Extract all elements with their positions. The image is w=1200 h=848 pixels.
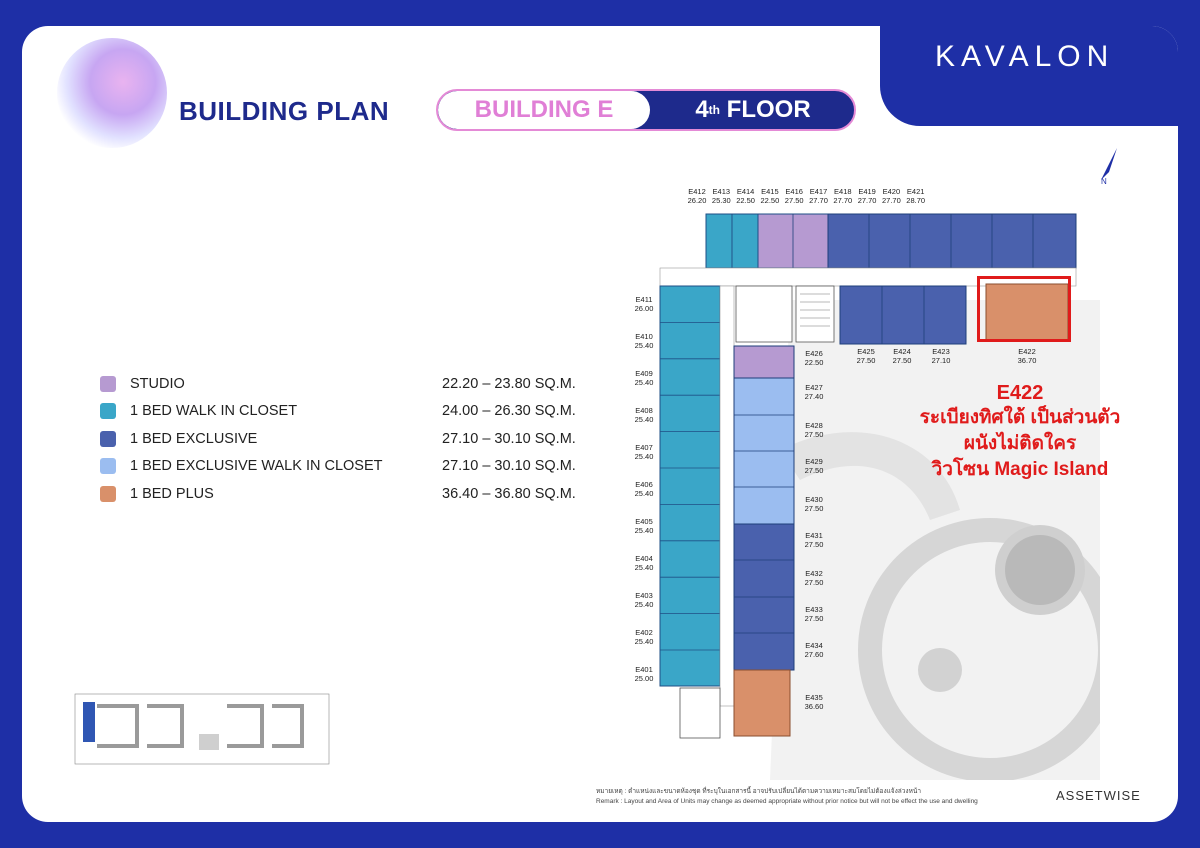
unit-id: E422 (1018, 347, 1036, 356)
unit-id: E435 (805, 693, 823, 702)
floor-suffix: th (708, 103, 720, 117)
bottom-stair-core (680, 688, 720, 738)
unit-area: 28.70 (906, 196, 926, 205)
unit-area: 36.60 (804, 702, 824, 711)
unit-area: 27.50 (784, 196, 804, 205)
unit-id: E431 (805, 531, 823, 540)
unit-label-e404 (635, 554, 654, 572)
unit-label-e406 (635, 480, 654, 498)
legend-label: 1 BED WALK IN CLOSET (130, 403, 298, 420)
unit-id: E403 (635, 591, 653, 600)
unit-id: E424 (893, 347, 911, 356)
legend-range: 22.20 – 23.80 SQ.M. (442, 375, 576, 392)
unit-area: 27.10 (931, 356, 951, 365)
unit-label-e416 (785, 187, 804, 205)
unit-id: E409 (635, 369, 653, 378)
unit-label-e409 (635, 369, 654, 387)
unit-label-e410 (635, 332, 654, 350)
unit-label-e432 (805, 569, 824, 587)
unit-area: 22.50 (736, 196, 755, 205)
unit-label-e427 (805, 383, 824, 401)
unit-id: E411 (635, 295, 653, 304)
unit-block-e423-e425 (840, 286, 966, 344)
unit-area: 26.20 (687, 196, 707, 205)
unit-area: 25.40 (634, 489, 654, 498)
unit-label-e411 (635, 295, 654, 313)
brand-logo: KAVALON (935, 40, 1115, 73)
unit-id: E417 (809, 187, 828, 196)
unit-id: E421 (906, 187, 925, 196)
unit-id: E418 (834, 187, 852, 196)
unit-label-e418 (833, 187, 852, 205)
unit-id: E408 (635, 406, 653, 415)
unit-id: E406 (635, 480, 653, 489)
legend-label: 1 BED EXCLUSIVE WALK IN CLOSET (130, 458, 383, 475)
legend-range: 36.40 – 36.80 SQ.M. (442, 485, 576, 502)
unit-id: E402 (635, 628, 653, 637)
callout-unit: E422 (996, 382, 1044, 404)
unit-label-e419 (858, 187, 877, 205)
legend-label: STUDIO (130, 375, 185, 392)
unit-id: E430 (805, 495, 823, 504)
unit-id: E426 (805, 349, 823, 358)
unit-area: 22.50 (804, 358, 824, 367)
callout-line-3: วิวโซน Magic Island (931, 459, 1109, 480)
unit-label-e431 (805, 531, 824, 549)
unit-label-e434 (805, 641, 824, 659)
e422-callout (870, 382, 1170, 483)
unit-area: 27.40 (804, 392, 824, 401)
unit-area: 22.50 (760, 196, 780, 205)
site-clubhouse (199, 734, 219, 750)
unit-label-e417 (809, 187, 828, 205)
unit-id: E412 (688, 187, 706, 196)
unit-area: 25.40 (634, 341, 654, 350)
unit-label-e420 (882, 187, 901, 205)
floor-word: FLOOR (726, 96, 811, 123)
unit-e435-shape (734, 670, 790, 736)
unit-area: 27.50 (804, 540, 824, 549)
floor-number: 4 (695, 96, 709, 123)
unit-column-e401-e411 (660, 286, 720, 686)
unit-label-e413 (712, 187, 731, 205)
unit-label-e430 (805, 495, 824, 513)
lift-core (796, 286, 834, 342)
unit-id: E401 (635, 665, 653, 674)
site-key-plan (67, 686, 337, 778)
legend-range: 27.10 – 30.10 SQ.M. (442, 458, 576, 475)
unit-id: E405 (635, 517, 653, 526)
unit-area: 27.50 (804, 466, 824, 475)
legend-row (100, 398, 612, 426)
unit-area: 27.70 (857, 196, 877, 205)
legend-label: 1 BED PLUS (130, 485, 214, 502)
legend-row (100, 453, 612, 481)
unit-label-e402 (635, 628, 654, 646)
unit-id: E433 (805, 605, 823, 614)
compass-letter: N (1101, 177, 1107, 186)
unit-label-e433 (805, 605, 824, 623)
legend-range: 24.00 – 26.30 SQ.M. (442, 403, 576, 420)
left-corridor (720, 286, 734, 706)
legend-label: 1 BED EXCLUSIVE (130, 430, 258, 447)
unit-type-legend (100, 370, 612, 508)
unit-id: E432 (805, 569, 823, 578)
legend-range: 27.10 – 30.10 SQ.M. (442, 430, 576, 447)
unit-label-e428 (805, 421, 824, 439)
legend-row (100, 480, 612, 508)
unit-id: E415 (761, 187, 779, 196)
unit-label-e415 (761, 187, 780, 205)
callout-line-1: ระเบียงทิศใต้ เป็นส่วนตัว (919, 407, 1121, 428)
unit-id: E407 (635, 443, 653, 452)
unit-id: E420 (882, 187, 901, 196)
unit-label-e429 (805, 457, 824, 475)
remark-english: Remark : Layout and Area of Units may change as deemed appropriate without prior notice but will not be effect the use and dwelling (596, 798, 978, 805)
e422-highlight-box (977, 276, 1071, 342)
unit-label-e425 (857, 347, 876, 365)
unit-area: 27.50 (804, 578, 824, 587)
unit-area: 27.50 (804, 504, 824, 513)
remark-thai: หมายเหตุ : ตำแหน่งและขนาดห้องชุด ที่ระบุในเอกสารนี้ อาจปรับเปลี่ยนได้ตามความเหมาะสมโดยไม่ต้องแจ้งล่วงหน้า (596, 788, 921, 795)
unit-block-e416-e421 (828, 214, 1076, 268)
unit-id: E429 (805, 457, 823, 466)
unit-area: 25.00 (634, 674, 654, 683)
garden-circle-inner (1005, 535, 1075, 605)
unit-area: 27.70 (882, 196, 901, 205)
unit-area: 27.60 (804, 650, 824, 659)
unit-area: 27.50 (804, 614, 824, 623)
unit-label-e412 (688, 187, 707, 205)
unit-area: 26.00 (634, 304, 654, 313)
page-title: BUILDING PLAN (179, 96, 390, 126)
unit-id: E428 (805, 421, 823, 430)
unit-area: 27.50 (804, 430, 824, 439)
unit-area: 27.50 (856, 356, 876, 365)
unit-id: E423 (932, 347, 950, 356)
unit-area: 27.70 (833, 196, 853, 205)
legend-row (100, 425, 612, 453)
unit-area: 25.40 (634, 526, 654, 535)
building-label: BUILDING E (438, 91, 650, 129)
unit-id: E416 (785, 187, 803, 196)
legend-swatch (100, 376, 116, 392)
site-building-e-highlight (83, 702, 95, 742)
unit-area: 25.40 (634, 378, 654, 387)
legend-swatch (100, 431, 116, 447)
unit-label-e407 (635, 443, 654, 461)
unit-area: 25.40 (634, 600, 654, 609)
unit-label-e424 (893, 347, 912, 365)
decorative-glow (57, 38, 167, 148)
unit-area: 25.40 (634, 452, 654, 461)
unit-label-e414 (736, 187, 755, 205)
unit-label-e421 (906, 187, 925, 205)
stair-core (736, 286, 792, 342)
unit-id: E434 (805, 641, 823, 650)
unit-e426-shape (734, 346, 794, 378)
unit-area: 25.40 (634, 637, 654, 646)
unit-label-e408 (635, 406, 654, 424)
unit-area: 25.40 (634, 563, 654, 572)
unit-id: E413 (712, 187, 731, 196)
island-circle (918, 648, 962, 692)
unit-label-e403 (635, 591, 654, 609)
unit-label-e435 (805, 693, 824, 711)
unit-id: E419 (858, 187, 876, 196)
unit-area: 27.70 (809, 196, 828, 205)
unit-area: 25.40 (634, 415, 654, 424)
unit-label-e401 (635, 665, 654, 683)
unit-label-e423 (932, 347, 951, 365)
unit-id: E427 (805, 383, 823, 392)
unit-id: E410 (635, 332, 653, 341)
legend-swatch (100, 486, 116, 502)
unit-id: E404 (635, 554, 653, 563)
unit-label-e422 (1018, 347, 1037, 365)
building-floor-pill (436, 89, 856, 131)
unit-id: E425 (857, 347, 875, 356)
floor-label (650, 91, 856, 129)
unit-label-e426 (805, 349, 824, 367)
unit-area: 25.30 (711, 196, 731, 205)
legend-row (100, 370, 612, 398)
assetwise-logo: ASSETWISE (1056, 788, 1141, 803)
unit-label-e405 (635, 517, 654, 535)
unit-area: 27.50 (892, 356, 912, 365)
unit-id: E414 (736, 187, 755, 196)
legend-swatch (100, 403, 116, 419)
unit-area: 36.70 (1017, 356, 1037, 365)
callout-line-2: ผนังไม่ติดใคร (963, 433, 1077, 454)
legend-swatch (100, 458, 116, 474)
